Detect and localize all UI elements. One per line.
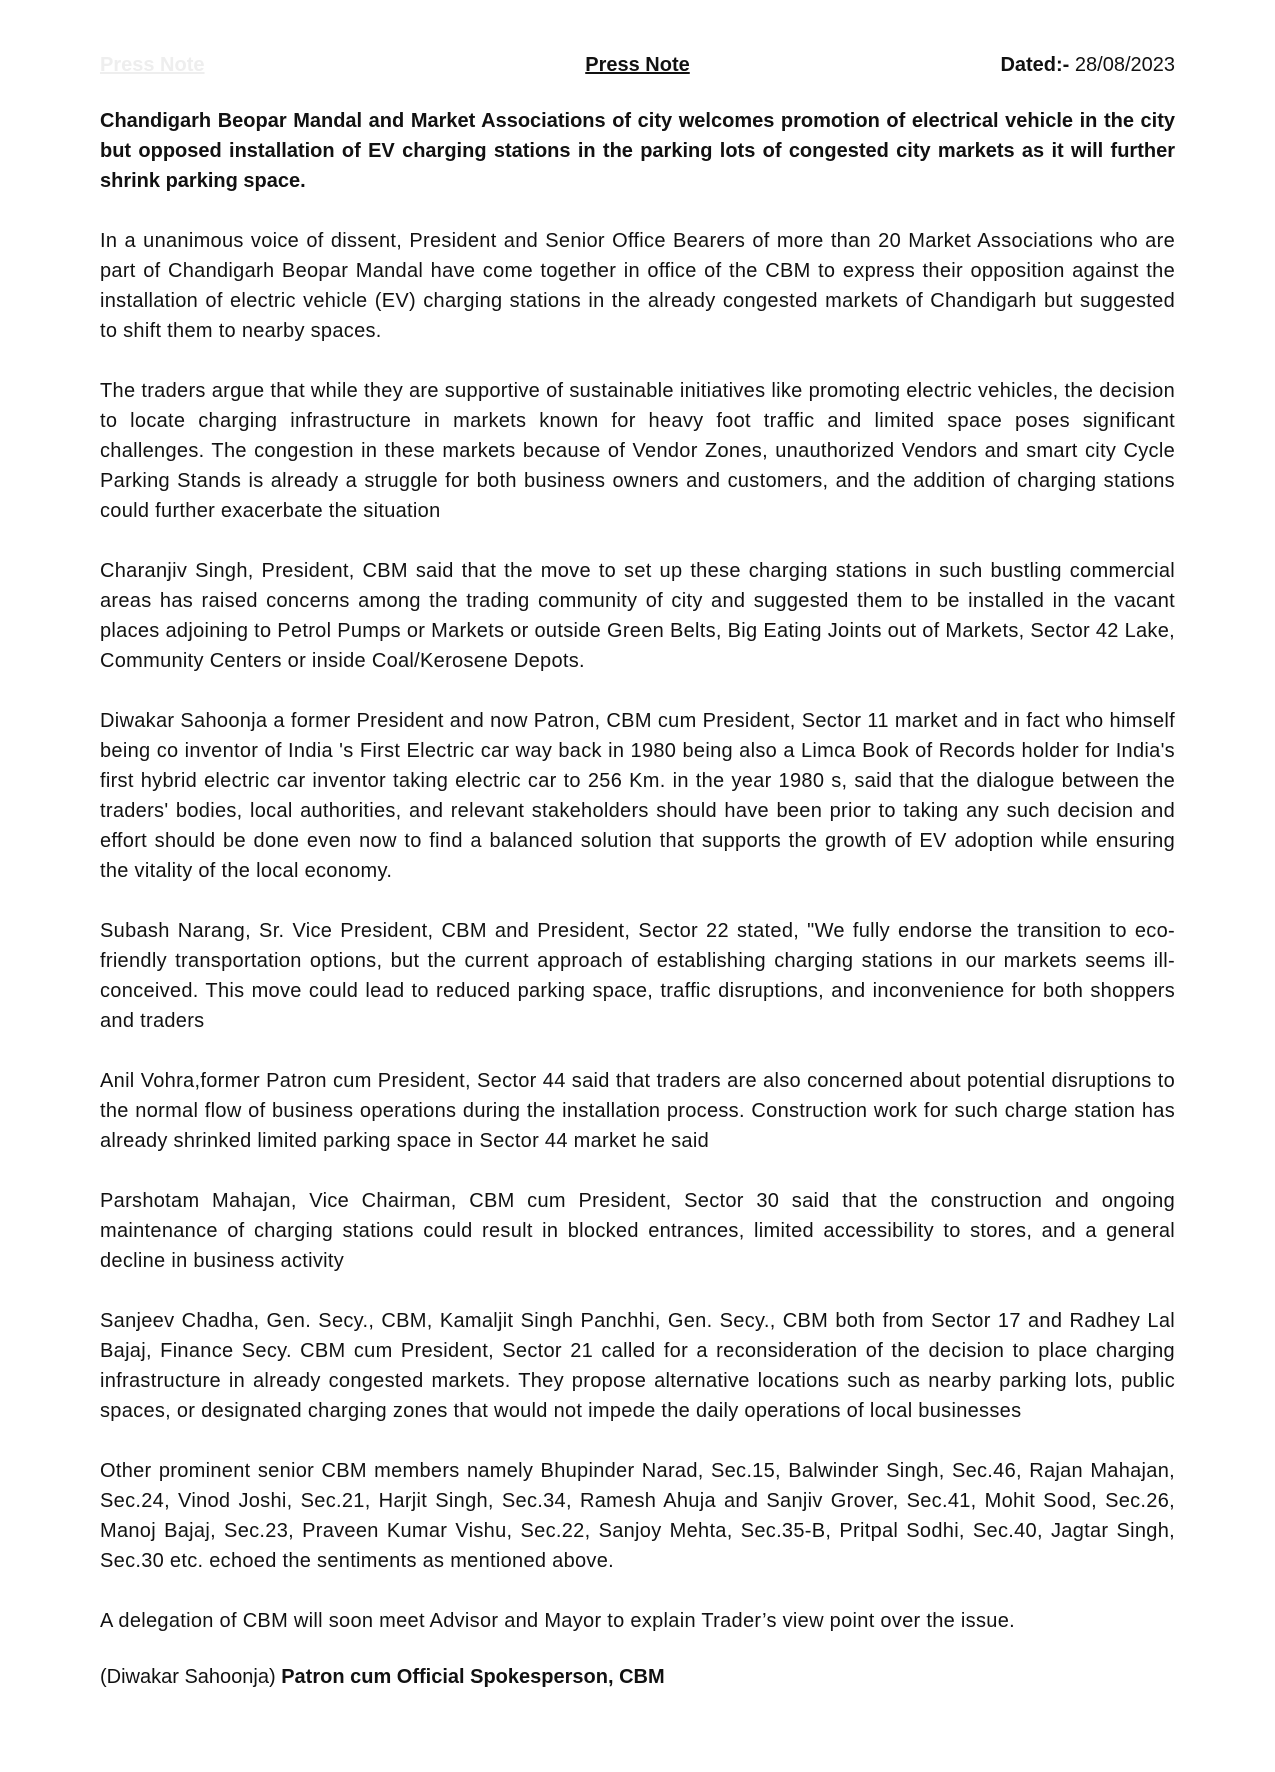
headline: Chandigarh Beopar Mandal and Market Associations of city welcomes promotion of electrical vehicle in the city but opposed installation of EV charging stations in the parking lots of congested city markets as it will further shrink parking space. [100,110,1175,192]
faint-press-note-title: Press Note [100,54,205,76]
paragraph-6: Anil Vohra,former Patron cum President, Sector 44 said that traders are also concerned about potential disruptions to the normal flow of business operations during the installation process. Construction work for such charge station has already shrinked limited parking space in Sector 44 market he said [100,1070,1175,1152]
paragraph-10: A delegation of CBM will soon meet Advisor and Mayor to explain Trader’s view point over the issue. [100,1610,1015,1632]
signature-line [100,1662,1175,1692]
press-note-page [100,50,1175,1692]
signature-role: Patron cum Official Spokesperson, CBM [281,1666,665,1688]
paragraph-4: Diwakar Sahoonja a former President and now Patron, CBM cum President, Sector 11 market and in fact who himself being co inventor of India 's First Electric car way back in 1980 being also a Limca Book of Records holder for India's first hybrid electric car inventor taking electric car to 256 Km. in the year 1980 s, said that the dialogue between the traders' bodies, local authorities, and relevant stakeholders should have been prior to taking any such decision and effort should be done even now to find a balanced solution that supports the growth of EV adoption while ensuring the vitality of the local economy. [100,710,1175,882]
paragraph-1: In a unanimous voice of dissent, President and Senior Office Bearers of more than 20 Market Associations who are part of Chandigarh Beopar Mandal have come together in office of the CBM to express their opposition against the installation of electric vehicle (EV) charging stations in the already congested markets of Chandigarh but suggested to shift them to nearby spaces. [100,230,1175,342]
dated-label: Dated:- [1000,54,1070,76]
header-row [100,50,1175,84]
paragraph-5: Subash Narang, Sr. Vice President, CBM and President, Sector 22 stated, "We fully endorse the transition to eco-friendly transportation options, but the current approach of establishing charging stations in our markets seems ill-conceived. This move could lead to reduced parking space, traffic disruptions, and inconvenience for both shoppers and traders [100,920,1175,1032]
page-title: Press Note [585,54,690,76]
date-value: 28/08/2023 [1074,54,1175,76]
paragraph-2: The traders argue that while they are supportive of sustainable initiatives like promoting electric vehicles, the decision to locate charging infrastructure in markets known for heavy foot traffic and limited space poses significant challenges. The congestion in these markets because of Vendor Zones, unauthorized Vendors and smart city Cycle Parking Stands is already a struggle for both business owners and customers, and the addition of charging stations could further exacerbate the situation [100,380,1175,522]
date-line [1000,50,1175,80]
signature-name: (Diwakar Sahoonja) [100,1666,276,1688]
paragraph-7: Parshotam Mahajan, Vice Chairman, CBM cum President, Sector 30 said that the construction and ongoing maintenance of charging stations could result in blocked entrances, limited accessibility to stores, and a general decline in business activity [100,1190,1175,1272]
paragraph-9: Other prominent senior CBM members namely Bhupinder Narad, Sec.15, Balwinder Singh, Sec.46, Rajan Mahajan, Sec.24, Vinod Joshi, Sec.21, Harjit Singh, Sec.34, Ramesh Ahuja and Sanjiv Grover, Sec.41, Mohit Sood, Sec.26, Manoj Bajaj, Sec.23, Praveen Kumar Vishu, Sec.22, Sanjoy Mehta, Sec.35-B, Pritpal Sodhi, Sec.40, Jagtar Singh, Sec.30 etc. echoed the sentiments as mentioned above. [100,1460,1175,1572]
paragraph-3: Charanjiv Singh, President, CBM said that the move to set up these charging stations in such bustling commercial areas has raised concerns among the trading community of city and suggested them to be installed in the vacant places adjoining to Petrol Pumps or Markets or outside Green Belts, Big Eating Joints out of Markets, Sector 42 Lake, Community Centers or inside Coal/Kerosene Depots. [100,560,1175,672]
paragraph-8: Sanjeev Chadha, Gen. Secy., CBM, Kamaljit Singh Panchhi, Gen. Secy., CBM both from Sector 17 and Radhey Lal Bajaj, Finance Secy. CBM cum President, Sector 21 called for a reconsideration of the decision to place charging infrastructure in already congested markets. They propose alternative locations such as nearby parking lots, public spaces, or designated charging zones that would not impede the daily operations of local businesses [100,1310,1175,1422]
